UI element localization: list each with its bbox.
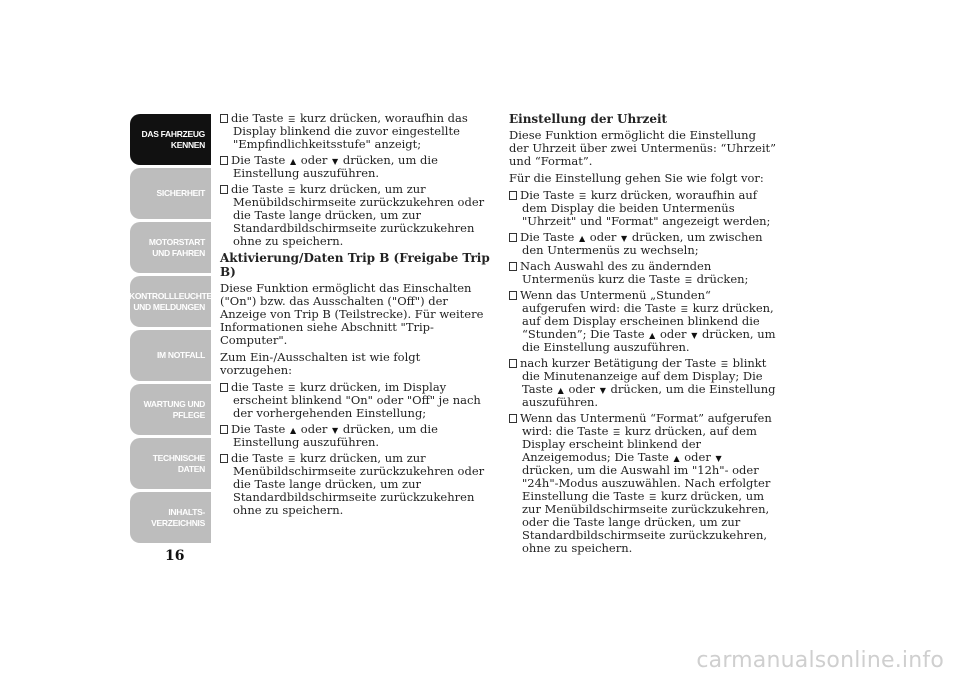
paragraph: Diese Funktion ermöglicht die Einstellung der Uhrzeit über zwei Untermenüs: “Uhrzeit” und “Format”. <box>509 128 776 168</box>
bullet-item: die Taste ☰ kurz drücken, um zur Menübildschirmseite zurückzukehren oder die Taste lange drücken, um zur Standardbildschirmseite zurückzukehren ohne zu speichern. <box>220 452 492 517</box>
up-plus-button-icon: ▲ <box>673 454 680 463</box>
bullet-item: Die Taste ▲ oder ▼ drücken, um zwischen den Untermenüs zu wechseln; <box>509 231 777 257</box>
bullet-item: Die Taste ▲ oder ▼ drücken, um die Einstellung auszuführen. <box>220 423 492 449</box>
checkbox-bullet-icon <box>509 262 517 271</box>
bullet-item: Die Taste ☰ kurz drücken, woraufhin auf dem Display die beiden Untermenüs "Uhrzeit" und "Format" angezeigt werden; <box>509 189 777 228</box>
up-plus-button-icon: ▲ <box>289 157 297 166</box>
bullet-item: die Taste ☰ kurz drücken, um zur Menübildschirmseite zurückzukehren oder die Taste lange drücken, um zur Standardbildschirmseite zurückzukehren ohne zu speichern. <box>220 183 492 248</box>
checkbox-bullet-icon <box>220 156 228 165</box>
bullet-item: Wenn das Untermenü „Stunden“ aufgerufen wird: die Taste ☰ kurz drücken, auf dem Display erscheinen blinkend die “Stunden”; Die Taste ▲ oder ▼ drücken, um die Einstellung auszuführen. <box>509 289 777 354</box>
tab-wartung-und-pflege[interactable]: WARTUNG UND PFLEGE <box>130 384 211 435</box>
bullet-item: Die Taste ▲ oder ▼ drücken, um die Einstellung auszuführen. <box>220 154 492 180</box>
section-heading: Einstellung der Uhrzeit <box>509 112 668 126</box>
set-button-icon: ☰ <box>578 192 587 201</box>
checkbox-bullet-icon <box>220 114 228 123</box>
checkbox-bullet-icon <box>509 191 517 200</box>
paragraph: Zum Ein-/Ausschalten ist wie folgt vorzugehen: <box>220 350 421 377</box>
set-button-icon: ☰ <box>288 384 296 393</box>
right-column <box>509 112 777 558</box>
watermark: carmanualsonline.info <box>696 648 944 673</box>
down-minus-button-icon: ▼ <box>332 157 339 166</box>
paragraph: Diese Funktion ermöglicht das Einschalten ("On") bzw. das Ausschalten ("Off") der Anzeige von Trip B (Teilstrecke). Für weitere Informationen siehe Abschnitt "Trip-Computer". <box>220 281 484 347</box>
checkbox-bullet-icon <box>220 383 228 392</box>
bullet-item: Wenn das Untermenü “Format” aufgerufen wird: die Taste ☰ kurz drücken, auf dem Display erscheint blinkend der Anzeigemodus; Die Taste ▲ oder ▼ drücken, um die Auswahl im "12h"- oder "24h"-Modus auszuwählen. Nach erfolgter Einstellung die Taste ☰ kurz drücken, um zur Menübildschirmseite zurückzukehren, oder die Taste lange drücken, um zur Standardbildschirmseite zurückzukehren, ohne zu speichern. <box>509 412 777 555</box>
set-button-icon: ☰ <box>288 115 296 124</box>
down-minus-button-icon: ▼ <box>621 234 628 243</box>
checkbox-bullet-icon <box>220 425 228 434</box>
tab-im-notfall[interactable]: IM NOTFALL <box>130 330 211 381</box>
up-plus-button-icon: ▲ <box>649 331 656 340</box>
tab-motorstart-und-fahren[interactable]: MOTORSTART UND FAHREN <box>130 222 211 273</box>
tab-das-fahrzeug-kennen[interactable]: DAS FAHRZEUG KENNEN <box>130 114 211 165</box>
checkbox-bullet-icon <box>220 454 228 463</box>
tab-kontrollleuchten[interactable]: KONTROLLLEUCHTEN UND MELDUNGEN <box>130 276 211 327</box>
down-minus-button-icon: ▼ <box>599 386 606 395</box>
chapter-sidebar <box>129 114 218 545</box>
down-minus-button-icon: ▼ <box>332 426 339 435</box>
bullet-item: nach kurzer Betätigung der Taste ☰ blinkt die Minutenanzeige auf dem Display; Die Taste ▲ oder ▼ drücken, um die Einstellung auszuführen. <box>509 357 777 409</box>
set-button-icon: ☰ <box>288 455 296 464</box>
left-column <box>220 112 492 520</box>
up-plus-button-icon: ▲ <box>289 426 297 435</box>
set-button-icon: ☰ <box>288 186 296 195</box>
down-minus-button-icon: ▼ <box>715 454 722 463</box>
checkbox-bullet-icon <box>509 414 517 423</box>
section-heading: Aktivierung/Daten Trip B (Freigabe Trip B) <box>220 251 490 279</box>
tab-inhaltsverzeichnis[interactable]: INHALTS-VERZEICHNIS <box>130 492 211 543</box>
bullet-item: die Taste ☰ kurz drücken, im Display erscheint blinkend "On" oder "Off" je nach der vorhergehenden Einstellung; <box>220 381 492 420</box>
up-plus-button-icon: ▲ <box>557 386 564 395</box>
down-minus-button-icon: ▼ <box>691 331 698 340</box>
set-button-icon: ☰ <box>684 276 692 285</box>
set-button-icon: ☰ <box>649 493 657 502</box>
tab-sicherheit[interactable]: SICHERHEIT <box>130 168 211 219</box>
checkbox-bullet-icon <box>220 185 228 194</box>
paragraph: Für die Einstellung gehen Sie wie folgt vor: <box>509 171 764 185</box>
tab-technische-daten[interactable]: TECHNISCHE DATEN <box>130 438 211 489</box>
checkbox-bullet-icon <box>509 359 517 368</box>
checkbox-bullet-icon <box>509 291 517 300</box>
up-plus-button-icon: ▲ <box>578 234 586 243</box>
bullet-item: die Taste ☰ kurz drücken, woraufhin das Display blinkend die zuvor eingestellte "Empfindlichkeitsstufe" anzeigt; <box>220 112 492 151</box>
set-button-icon: ☰ <box>613 428 621 437</box>
set-button-icon: ☰ <box>680 305 688 314</box>
checkbox-bullet-icon <box>509 233 517 242</box>
bullet-item: Nach Auswahl des zu ändernden Untermenüs kurz die Taste ☰ drücken; <box>509 260 777 286</box>
page-number: 16 <box>165 548 185 564</box>
set-button-icon: ☰ <box>720 360 728 369</box>
